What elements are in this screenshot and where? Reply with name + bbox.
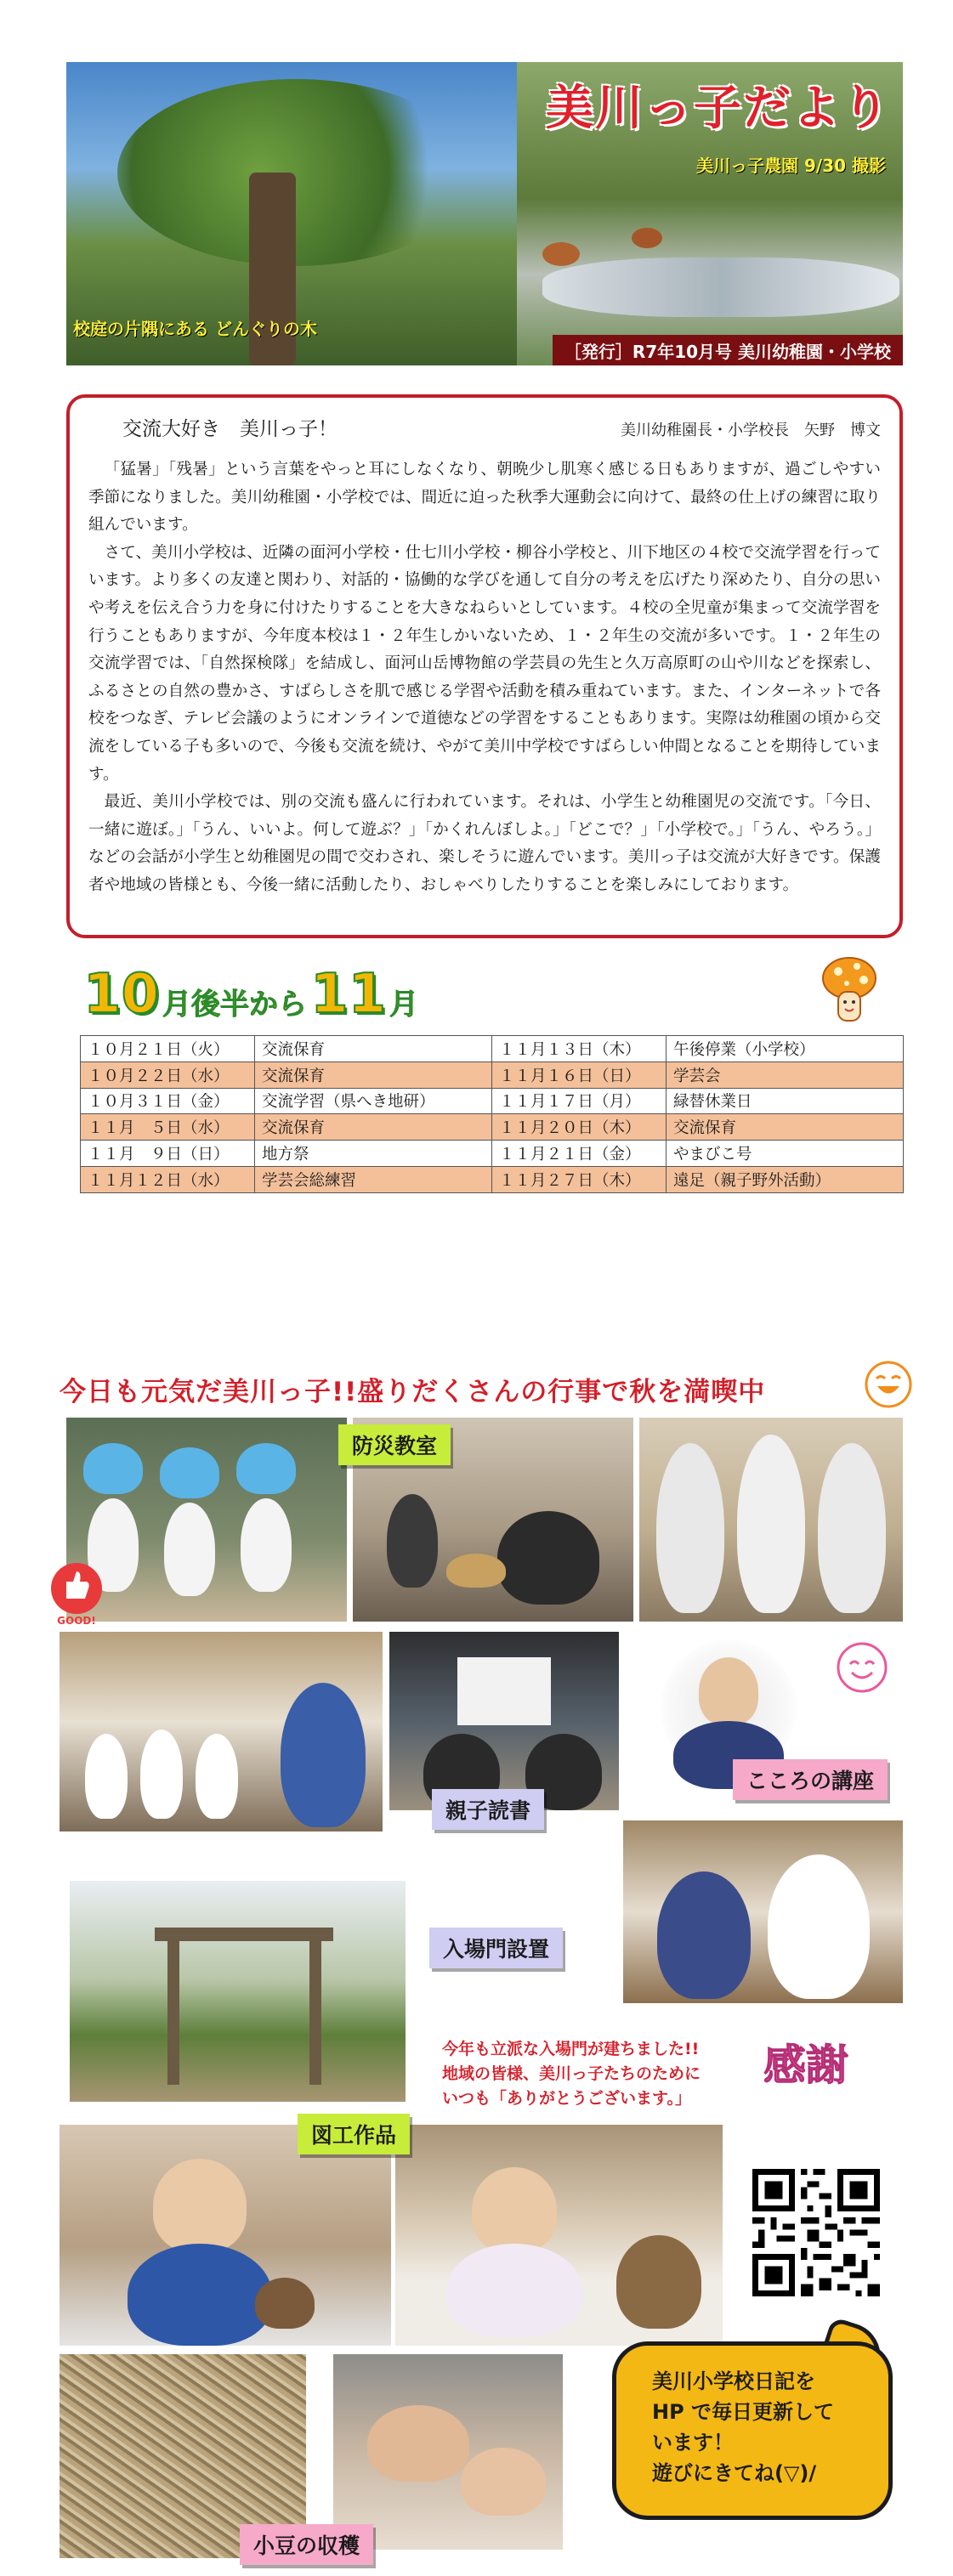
letter-title: 交流大好き 美川っ子！	[122, 418, 338, 440]
schedule-date: １１月２１日（金）	[492, 1141, 667, 1167]
activities-heading: 今日も元気だ美川っ子!!盛りだくさんの行事で秋を満喫中	[60, 1377, 766, 1407]
schedule-date: １１月 ９日（日）	[81, 1141, 255, 1167]
newsletter-title: 美川っ子だより	[546, 81, 891, 136]
schedule-event: 午後停業（小学校）	[667, 1036, 904, 1062]
diary-line: 遊びにきてね(▽)/	[652, 2461, 817, 2485]
table-row	[81, 1088, 904, 1114]
schedule-date: １０月３１日（金）	[81, 1088, 255, 1114]
child-figure	[85, 1734, 128, 1819]
heart-lecture-photo	[623, 1820, 903, 2003]
stream-water-shape	[542, 258, 899, 317]
schedule-title-number: 11	[310, 963, 387, 1026]
schedule-date: １０月２１日（火）	[81, 1036, 255, 1062]
tree-crown-shape	[117, 79, 474, 266]
smiling-face-icon	[835, 1640, 889, 1695]
parent-child-reading-label: 親子読書	[432, 1789, 544, 1830]
schedule-event: 交流学習（県へき地研）	[255, 1088, 492, 1114]
picture-book-screen	[457, 1657, 551, 1725]
thanks-message	[442, 2037, 701, 2111]
child-figure	[657, 1871, 751, 1999]
rock-shape	[632, 228, 662, 248]
disaster-drill-photo	[66, 1418, 347, 1622]
schedule-event: 遠足（親子野外活動）	[667, 1166, 904, 1192]
pinecone-craft	[616, 2235, 701, 2329]
hand-shape	[461, 2448, 546, 2516]
craft-work-photo	[60, 2125, 391, 2346]
schedule-event: 交流保育	[255, 1036, 492, 1062]
red-bean-harvest-photo	[333, 2354, 563, 2550]
parent-child-reading-photo	[60, 1632, 383, 1832]
craft-work-photo	[395, 2125, 723, 2346]
schedule-date: １１月 ５日（水）	[81, 1114, 255, 1141]
entrance-gate-photo	[70, 1881, 406, 2102]
child-head	[472, 2167, 557, 2252]
helmet-shape	[160, 1447, 219, 1498]
child-figure	[818, 1443, 886, 1613]
schedule-date: １１月１７日（月）	[492, 1088, 667, 1114]
heart-lecture-label: こころの講座	[733, 1759, 888, 1800]
diary-line: います！	[652, 2431, 734, 2454]
lecturer-head	[699, 1657, 758, 1725]
child-body	[128, 2244, 272, 2346]
thanks-word: 感謝	[763, 2041, 848, 2090]
schedule-event: 交流保育	[255, 1114, 492, 1141]
letter-paragraph: 最近、美川小学校では、別の交流も盛んに行われています。それは、小学生と幼稚園児の交流です。「今日、一緒に遊ぼ。」「うん、いいよ。何して遊ぶ？」「かくれんぼしよ。」「どこで？」「小学校で。」「うん、やろう。」などの会話が小学生と幼稚園児の間で交わされ、楽しそうに遊んでいます。美川っ子は交流が大好きです。保護者や地域の皆様とも、今後一緒に活動したり、おしゃべりしたりすることを楽しみにしております。	[88, 793, 881, 894]
newsletter-header	[66, 62, 903, 365]
thanks-line: いつも「ありがとうございます。」	[442, 2089, 691, 2108]
mushroom-character-icon	[821, 954, 877, 1031]
hand-shape	[367, 2405, 469, 2482]
principal-letter	[66, 394, 903, 938]
child-body	[446, 2244, 582, 2337]
child-head	[153, 2159, 247, 2252]
gate-post	[309, 1940, 321, 2085]
child-figure	[140, 1730, 183, 1819]
laughing-face-icon	[864, 1360, 913, 1409]
schedule-event: 学芸会	[667, 1062, 904, 1088]
pot-shape	[446, 1554, 506, 1588]
schedule-date: １１月１６日（日）	[492, 1062, 667, 1088]
thumbs-up-icon	[48, 1560, 105, 1628]
letter-paragraph: さて、美川小学校は、近隣の面河小学校・仕七川小学校・柳谷小学校と、川下地区の４校で交流学習を行っています。より多くの友達と関わり、対話的・協働的な学びを通して自分の考えを広げたり深めたり、自分の思いや考えを伝え合う力を身に付けたりすることを大きなねらいとしています。４校の全児童が集まって交流学習を行うこともありますが、今年度本校は１・２年生しかいないため、１・２年生の交流が多いです。１・２年生の交流学習では、「自然探検隊」を結成し、面河山岳博物館の学芸員の先生と久万高原町の山や川などを探索し、ふるさとの自然の豊かさ、すばらしさを肌で感じる学習や活動を積み重ねています。また、インターネットで各校をつなぎ、テレビ会議のようにオンラインで道徳などの学習をすることもあります。実際は幼稚園の頃から交流をしている子も多いので、今後も交流を続け、やがて美川中学校ですばらしい仲間となることを期待しています。	[88, 543, 881, 784]
letter-paragraph: 「猛暑」「残暑」という言葉をやっと耳にしなくなり、朝晩少し肌寒く感じる日もありますが、過ごしやすい季節になりました。美川幼稚園・小学校では、間近に迫った秋季大運動会に向けて、最終の仕上げの練習に取り組んでいます。	[88, 461, 881, 535]
parent-child-reading-photo	[389, 1632, 619, 1810]
table-row	[81, 1036, 904, 1062]
red-bean-harvest-label: 小豆の収穫	[240, 2524, 373, 2565]
schedule-date: １１月２７日（木）	[492, 1166, 667, 1192]
schedule-event: やまびこ号	[667, 1141, 904, 1167]
letter-header	[88, 413, 881, 441]
photo-date-caption: 美川っ子農園 9/30 撮影	[696, 156, 886, 176]
table-row	[81, 1141, 904, 1167]
table-row	[81, 1062, 904, 1088]
schedule-event: 交流保育	[255, 1062, 492, 1088]
schedule-date: １１月１２日（水）	[81, 1166, 255, 1192]
child-figure	[387, 1494, 438, 1588]
child-figure	[164, 1503, 215, 1596]
schedule-event: 地方祭	[255, 1141, 492, 1167]
schedule-event: 緑替休業日	[667, 1088, 904, 1114]
child-figure	[196, 1734, 238, 1819]
schedule-date: １１月２０日（木）	[492, 1114, 667, 1141]
child-figure	[737, 1435, 805, 1613]
event-schedule-table	[80, 1035, 904, 1193]
helmet-shape	[236, 1443, 296, 1494]
disaster-drill-label: 防災教室	[338, 1424, 451, 1465]
adult-figure	[497, 1511, 599, 1605]
child-figure	[656, 1443, 724, 1613]
tree-caption: 校庭の片隅にある どんぐりの木	[73, 319, 317, 339]
child-figure	[768, 1854, 870, 1999]
thanks-line: 今年も立派な入場門が建ちました!!	[442, 2040, 700, 2058]
pinecone-craft	[255, 2278, 315, 2329]
schedule-title-text: 月後半から	[162, 988, 308, 1022]
disaster-drill-photo	[639, 1418, 903, 1622]
gate-post	[167, 1940, 179, 2085]
schedule-date: １１月１３日（木）	[492, 1036, 667, 1062]
helmet-shape	[83, 1443, 143, 1494]
entrance-gate-label: 入場門設置	[429, 1928, 563, 1968]
craft-work-label: 図工作品	[298, 2114, 410, 2154]
letter-author: 美川幼稚園長・小学校長 矢野 博文	[621, 422, 881, 439]
school-diary-callout[interactable]	[612, 2341, 893, 2520]
diary-line: HP で毎日更新して	[652, 2400, 835, 2424]
schedule-event: 学芸会総練習	[255, 1166, 492, 1192]
issue-info-bar: ［発行］R7年10月号 美川幼稚園・小学校	[553, 335, 903, 365]
schedule-event: 交流保育	[667, 1114, 904, 1141]
rock-shape	[542, 242, 580, 266]
qr-code-icon	[752, 2169, 880, 2296]
table-row	[81, 1114, 904, 1141]
good-badge-text: GOOD!	[57, 1615, 96, 1627]
schedule-date: １０月２２日（水）	[81, 1062, 255, 1088]
table-row	[81, 1166, 904, 1192]
child-figure	[241, 1498, 292, 1592]
schedule-title-text: 月	[389, 988, 419, 1022]
gate-beam	[155, 1928, 333, 1941]
diary-line: 美川小学校日記を	[652, 2369, 815, 2393]
schedule-title	[83, 962, 422, 1026]
thanks-line: 地域の皆様、美川っ子たちのために	[442, 2064, 701, 2083]
adult-figure	[281, 1683, 366, 1827]
schedule-title-number: 10	[83, 963, 160, 1026]
